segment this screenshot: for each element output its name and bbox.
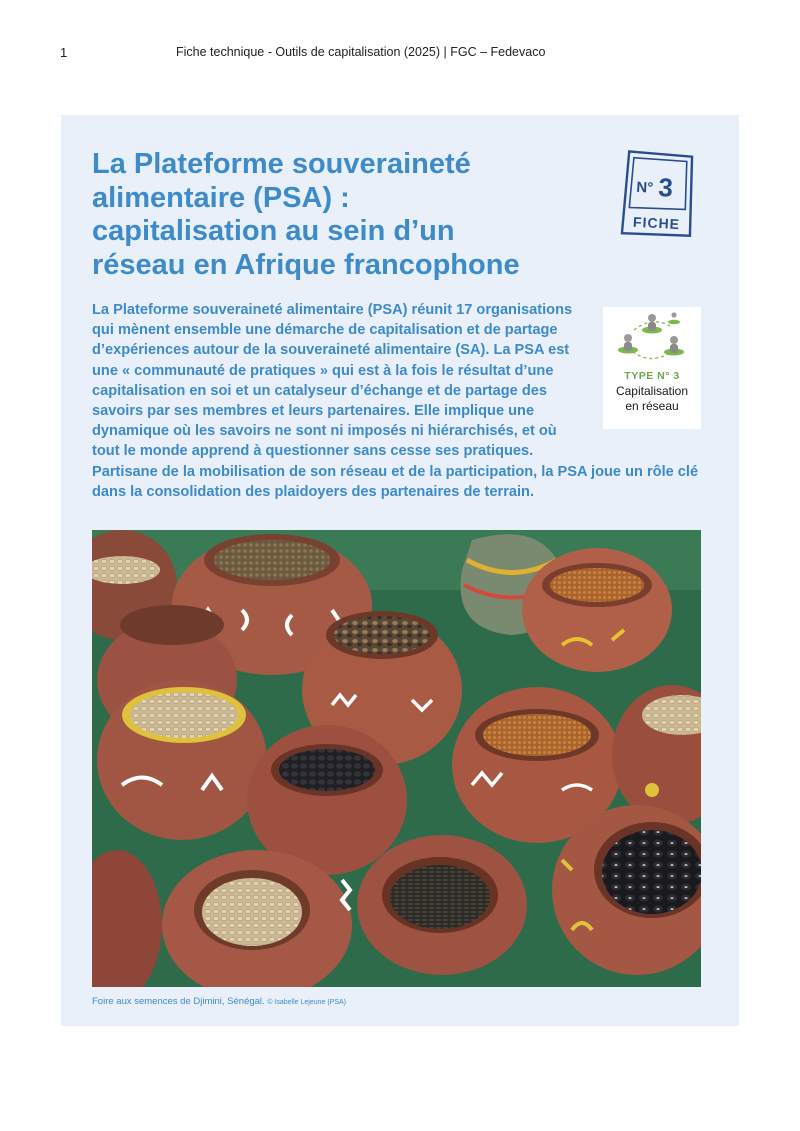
type-name xyxy=(603,384,701,414)
title-line: capitalisation au sein d’un xyxy=(92,215,455,247)
type-name-line: en réseau xyxy=(625,399,679,413)
pot xyxy=(97,680,267,840)
type-name-line: Capitalisation xyxy=(615,384,689,398)
page-number: 1 xyxy=(60,45,68,60)
running-header: Fiche technique - Outils de capitalisation (2025) | FGC – Fedevaco xyxy=(176,45,546,59)
caption-text: Foire aux semences de Djimini, Sénégal. xyxy=(92,996,265,1007)
photo-caption xyxy=(92,996,346,1007)
seed-pots-photo xyxy=(92,530,701,987)
title-line: La Plateforme souveraineté xyxy=(92,148,471,180)
lead-text: La Plateforme souveraineté alimentaire (PSA) réunit 17 organisations qui mènent ensemble une démarche de capitalisation et de partage d’expériences autour de la souveraineté alimentaire (SA). La PSA est une « communauté de pratiques » qui est à la fois le résultat d’une capitalisation en soi et un catalyseur d’échange et de partage des savoirs par ses membres et leurs partenaires. Elle implique une dynamique où les savoirs ne sont ni imposés ni hiérarchisés, et où tout le monde apprend à questionner sans cesse ses pratiques. Partisane de la mobilisation de son réseau et de la participation, la PSA joue un rôle clé dans la consolidation des plaidoyers des partenaires de terrain. xyxy=(92,302,699,500)
fiche-number-badge xyxy=(617,150,699,240)
badge-label: FICHE xyxy=(632,213,681,233)
type-card xyxy=(603,307,701,429)
type-label: TYPE N° 3 xyxy=(624,370,680,382)
pot xyxy=(522,548,672,672)
title-line: alimentaire (PSA) : xyxy=(92,181,350,214)
title-line: réseau en Afrique francophone xyxy=(92,248,520,281)
badge-number-prefix: N° xyxy=(635,178,654,197)
network-people-icon xyxy=(614,310,690,368)
badge-number: 3 xyxy=(657,172,674,203)
page-title xyxy=(92,148,572,282)
photo-credit: © Isabelle Lejeune (PSA) xyxy=(267,999,347,1006)
pot xyxy=(357,835,527,975)
